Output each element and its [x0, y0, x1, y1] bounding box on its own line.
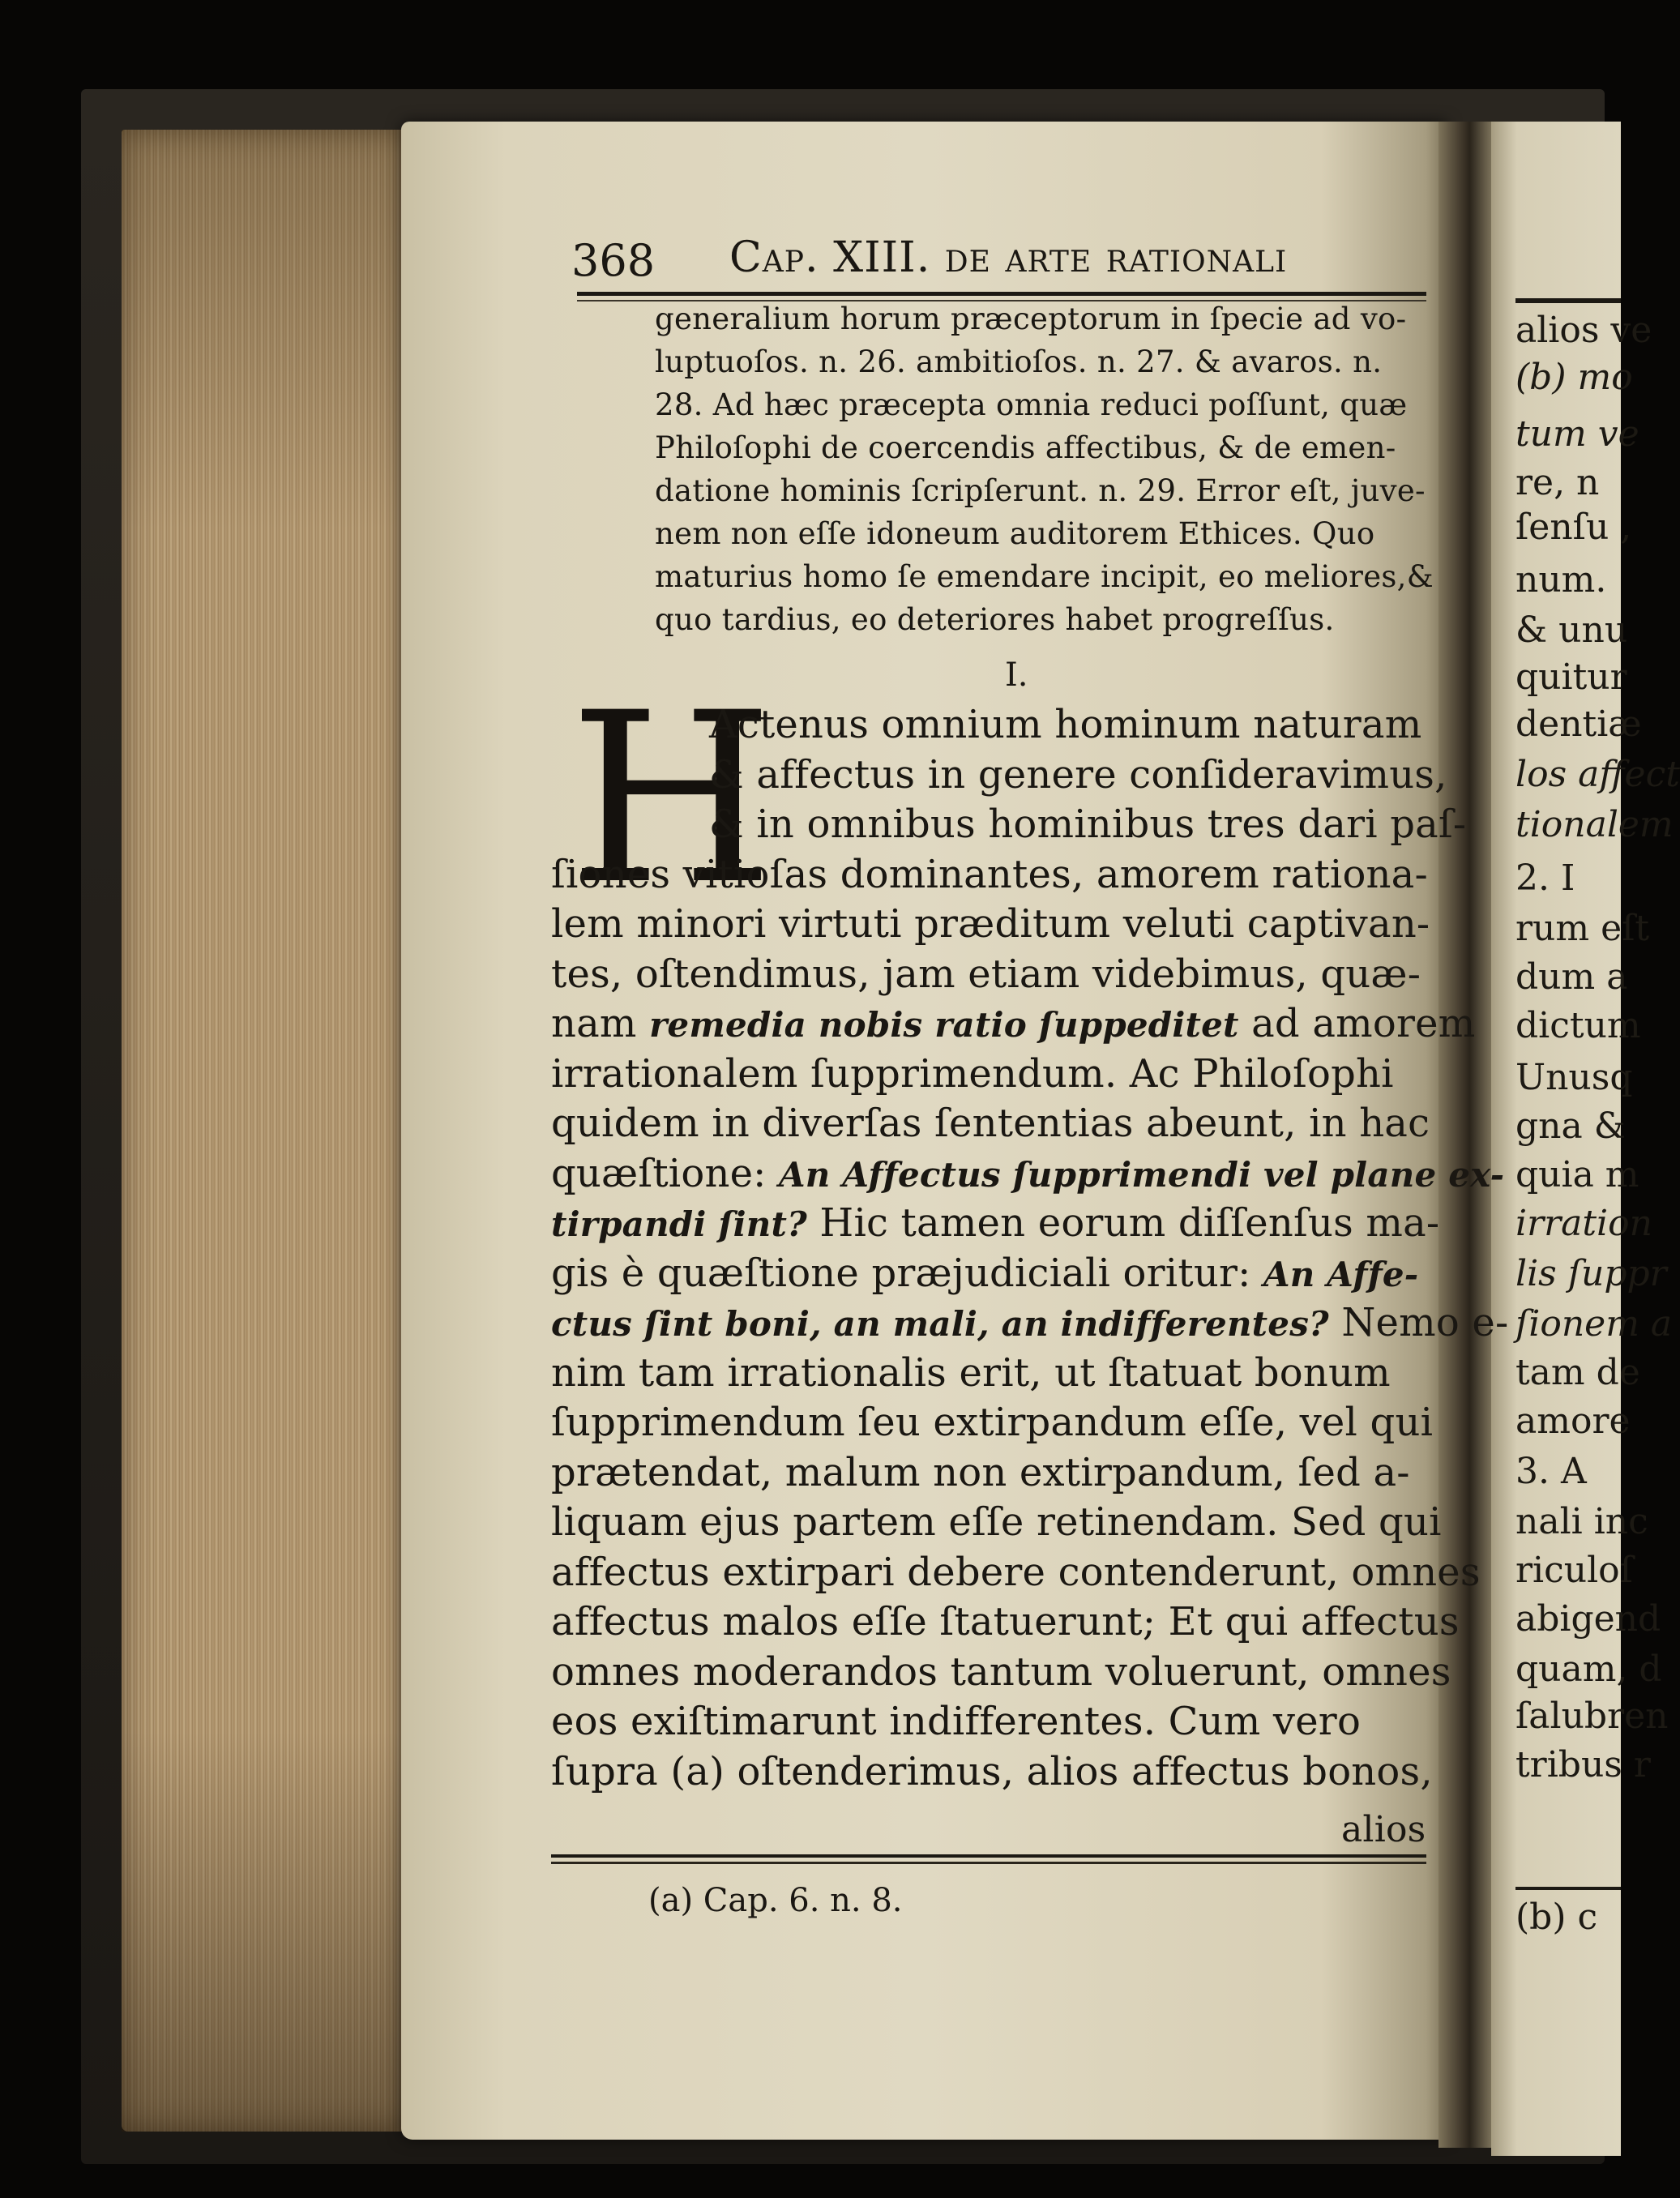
body-line-italic: ctus ſint boni, an mali, an indifferentes?	[551, 1304, 1329, 1344]
right-page-fragment: ſenſu ,	[1515, 507, 1632, 548]
body-line-rest: Hic tamen eorum diſſenſus ma-	[806, 1200, 1440, 1246]
right-page-fragment: nali inc	[1515, 1501, 1648, 1542]
body-line-text: omnes moderandos tantum voluerunt, omnes	[551, 1648, 1451, 1695]
right-page-fragment: & unu	[1515, 609, 1628, 651]
body-line-text: affectus extirpari debere contenderunt, omnes	[551, 1549, 1481, 1595]
right-page-rule	[1515, 298, 1621, 303]
body-line-text: tes, oſtendimus, jam etiam videbimus, quæ-	[551, 951, 1421, 997]
right-page-fragment: riculoſ	[1515, 1550, 1633, 1591]
right-page-fragment: gna &	[1515, 1105, 1626, 1147]
body-line	[709, 752, 1447, 798]
body-line-text: nam	[551, 1001, 650, 1046]
right-page-fragment: amore	[1515, 1400, 1631, 1442]
right-page-fragment: (b) mo	[1515, 357, 1633, 398]
body-line-text: liquam ejus partem eſſe retinendam. Sed qui	[551, 1499, 1442, 1545]
footnote-rule-thin	[551, 1862, 1426, 1864]
body-line	[551, 1400, 1433, 1445]
body-line-text: lem minori virtuti præditum veluti captivan-	[551, 901, 1430, 947]
right-page-fragment: ſalubren	[1515, 1696, 1669, 1737]
body-line-italic: tirpandi ſint?	[551, 1204, 807, 1244]
summary-line: generalium horum præceptorum in ſpecie ad vo-	[655, 301, 1407, 336]
body-line	[551, 1001, 1475, 1046]
body-line-text: gis è quæſtione præjudiciali oritur:	[551, 1250, 1263, 1296]
running-head: Cap. XIII. de arte rationali	[729, 233, 1288, 282]
summary-line: nem non eſſe idoneum auditorem Ethices. Quo	[655, 516, 1375, 551]
right-page-fragment: alios ve	[1515, 310, 1652, 351]
right-page-fragment: re, n	[1515, 462, 1600, 503]
body-line-rest: Nemo e-	[1328, 1300, 1509, 1345]
body-line-text: & affectus in genere conſideravimus,	[709, 751, 1447, 798]
footnote: (a) Cap. 6. n. 8.	[648, 1882, 903, 1919]
summary-line: Philoſophi de coercendis affectibus, & de emen-	[655, 430, 1396, 465]
page-edge-shadow	[122, 130, 413, 2132]
body-line	[551, 1251, 1418, 1296]
body-line-text: eos exiſtimarunt indifferentes. Cum vero	[551, 1699, 1362, 1744]
right-page-text	[1491, 122, 1680, 2164]
right-page-fragment: rum eſt	[1515, 908, 1650, 949]
right-page-fragment: num.	[1515, 559, 1607, 601]
right-page-fragment: Unusq	[1515, 1057, 1633, 1098]
body-line-text: ſiones vitioſas dominantes, amorem rationa-	[551, 851, 1428, 897]
right-page-fragment: abigend	[1515, 1598, 1661, 1640]
body-line-text: ſupprimendum ſeu extirpandum eſſe, vel qui	[551, 1400, 1434, 1445]
body-line-rest: ad amorem	[1238, 1001, 1476, 1046]
body-line-text: affectus malos eſſe ſtatuerunt; Et qui affectus	[551, 1599, 1460, 1644]
summary-line: quo tardius, eo deteriores habet progreſſus.	[655, 602, 1335, 637]
body-line-text: quæſtione:	[551, 1150, 780, 1196]
body-line-text: prætendat, malum non extirpandum, ſed a-	[551, 1449, 1410, 1495]
section-number: I.	[1005, 656, 1028, 694]
body-line	[551, 1699, 1361, 1744]
right-page-fragment: lis ſuppr	[1515, 1253, 1667, 1294]
summary-line: luptuoſos. n. 26. ambitioſos. n. 27. & avaros. n.	[655, 344, 1383, 379]
right-page-fragment: 2. I	[1515, 857, 1575, 899]
body-line	[551, 1300, 1508, 1345]
right-page-fragment: los affect	[1515, 754, 1680, 795]
summary-line: maturius homo ſe emendare incipit, eo meliores,&	[655, 559, 1434, 594]
body-line-text: quidem in diverſas ſententias abeunt, in hac	[551, 1101, 1430, 1146]
right-page-fragment: tionalem	[1515, 804, 1674, 845]
header-rule	[577, 292, 1426, 296]
right-page-fragment: tum ve	[1515, 413, 1639, 455]
right-page-fragment: 3. A	[1515, 1451, 1587, 1492]
body-line-text: ſupra (a) oſtenderimus, alios affectus bonos,	[551, 1748, 1433, 1794]
body-line	[551, 951, 1421, 997]
body-line-text: nim tam irrationalis erit, ut ſtatuat bonum	[551, 1349, 1391, 1396]
right-page-fragment: quitur	[1515, 656, 1627, 698]
body-line	[551, 1749, 1433, 1794]
right-page-fragment: (b) c	[1515, 1897, 1598, 1938]
right-page-fragment: dictum	[1515, 1005, 1641, 1046]
right-page-fragment: quia m	[1515, 1154, 1639, 1195]
body-line	[551, 1151, 1504, 1196]
right-page-fragment: irration	[1515, 1203, 1652, 1244]
body-line-text: Actenus omnium hominum naturam	[709, 702, 1422, 747]
drop-cap: H	[569, 663, 774, 936]
body-line	[551, 1350, 1391, 1396]
right-page-fragment: dum a	[1515, 956, 1628, 998]
right-page-footnote-rule	[1515, 1887, 1621, 1890]
body-line	[551, 901, 1430, 947]
right-page-fragment: dentiæ	[1515, 703, 1642, 745]
body-line-italic: An Affectus ſupprimendi vel plane ex-	[779, 1154, 1505, 1195]
summary-line: 28. Ad hæc præcepta omnia reduci poſſunt, quæ	[655, 387, 1408, 422]
body-line-text: & in omnibus hominibus tres dari paſ-	[709, 802, 1467, 847]
right-page-fragment: quam, d	[1515, 1648, 1662, 1690]
body-line	[551, 1649, 1451, 1695]
body-line	[551, 1550, 1481, 1595]
page-number: 368	[571, 235, 656, 286]
catchword: alios	[1341, 1809, 1426, 1850]
body-line	[551, 1101, 1430, 1146]
body-line-text: irrationalem ſupprimendum. Ac Philoſophi	[551, 1050, 1394, 1097]
footnote-rule	[551, 1854, 1426, 1858]
body-line	[551, 1200, 1439, 1246]
body-line	[709, 702, 1421, 747]
body-line	[551, 1450, 1410, 1495]
body-line	[551, 1051, 1394, 1097]
body-line	[709, 802, 1466, 847]
body-line-italic: An Affe-	[1263, 1254, 1419, 1294]
body-line	[551, 852, 1428, 897]
summary-line: datione hominis ſcripſerunt. n. 29. Error eſt, juve-	[655, 473, 1426, 508]
body-line	[551, 1599, 1460, 1644]
right-page-fragment: ſionem a	[1515, 1303, 1673, 1345]
body-line-italic: remedia nobis ratio ſuppeditet	[649, 1005, 1239, 1045]
right-page-fragment: tam de	[1515, 1352, 1640, 1393]
body-line	[551, 1499, 1442, 1545]
book-gutter	[1438, 122, 1495, 2148]
right-page-fragment: tribus r	[1515, 1744, 1651, 1785]
